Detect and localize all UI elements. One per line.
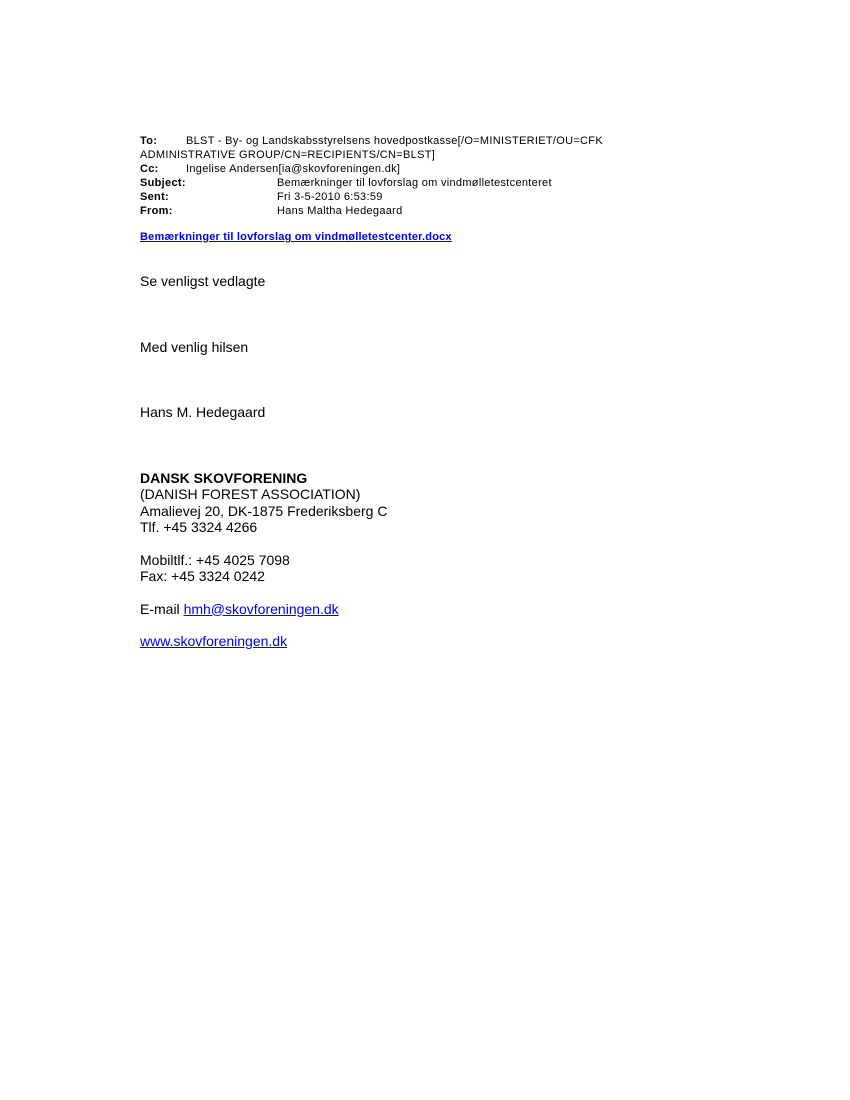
from-value: Hans Maltha Hedegaard (277, 205, 403, 217)
sent-value: Fri 3-5-2010 6:53:59 (277, 191, 383, 203)
signature-block (140, 470, 780, 650)
cc-value: Ingelise Andersen[ia@skovforeningen.dk] (186, 163, 401, 175)
to-row (140, 134, 780, 148)
to-value-line1: BLST - By- og Landskabsstyrelsens hovedpostkasse[/O=MINISTERIET/OU=CFK (186, 135, 603, 147)
subject-label: Subject: (140, 177, 186, 189)
email-row (140, 601, 780, 618)
email-link[interactable]: hmh@skovforeningen.dk (183, 600, 339, 617)
org-address: Amalievej 20, DK-1875 Frederiksberg C (140, 502, 388, 519)
sent-label: Sent: (140, 191, 169, 203)
org-name: DANSK SKOVFORENING (140, 469, 308, 486)
sent-row (140, 190, 780, 204)
subject-value: Bemærkninger til lovforslag om vindmølletestcenteret (277, 177, 552, 189)
fax-number: Fax: +45 3324 0242 (140, 568, 265, 584)
subject-row (140, 176, 780, 190)
cc-label: Cc: (140, 163, 159, 175)
email-printout (140, 134, 780, 650)
email-label: E-mail (140, 600, 184, 617)
to-value-line2: ADMINISTRATIVE GROUP/CN=RECIPIENTS/CN=BLST] (140, 149, 436, 161)
from-label: From: (140, 205, 173, 217)
website-link[interactable]: www.skovforeningen.dk (140, 633, 288, 649)
attachment-link[interactable]: Bemærkninger til lovforslag om vindmølletestcenter.docx (140, 231, 452, 243)
sender-name: Hans M. Hedegaard (140, 404, 266, 420)
mobile-phone: Mobiltlf.: +45 4025 7098 (140, 551, 290, 568)
to-label: To: (140, 135, 158, 147)
greeting-text: Se venligst vedlagte (140, 273, 266, 289)
cc-row (140, 162, 780, 176)
org-phone: Tlf. +45 3324 4266 (140, 519, 258, 535)
closing-text: Med venlig hilsen (140, 338, 249, 355)
email-header (140, 134, 780, 218)
website-row (140, 633, 780, 650)
org-english-name: (DANISH FOREST ASSOCIATION) (140, 486, 361, 502)
from-row (140, 204, 780, 218)
